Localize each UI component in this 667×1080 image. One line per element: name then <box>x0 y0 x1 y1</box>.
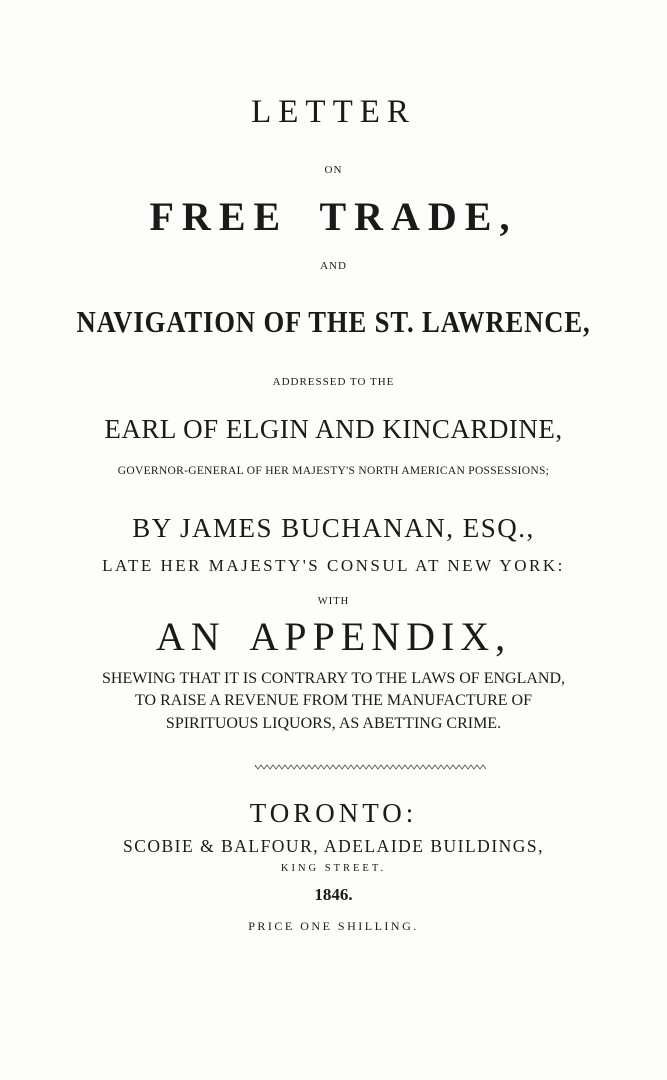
appendix-description-line-3: SPIRITUOUS LIQUORS, AS ABETTING CRIME. <box>165 715 502 732</box>
title-navigation: NAVIGATION OF THE ST. LAWRENCE, <box>76 304 591 339</box>
addressed-to: ADDRESSED TO THE <box>272 376 395 388</box>
title-free-trade: FREE TRADE, <box>149 194 518 239</box>
imprint-year: 1846. <box>314 885 353 904</box>
appendix-description-line-1: SHEWING THAT IT IS CONTRARY TO THE LAWS OF ENGLAND, <box>101 670 566 687</box>
appendix-description-line-2: TO RAISE A REVENUE FROM THE MANUFACTURE OF <box>135 692 532 709</box>
author-title: LATE HER MAJESTY'S CONSUL AT NEW YORK: <box>102 556 565 575</box>
appendix-heading: AN APPENDIX, <box>155 614 512 659</box>
imprint-publisher: SCOBIE & BALFOUR, ADELAIDE BUILDINGS, <box>122 836 545 856</box>
author-name: BY JAMES BUCHANAN, ESQ., <box>132 513 535 543</box>
title-on: ON <box>324 164 343 176</box>
imprint-price: PRICE ONE SHILLING. <box>248 919 419 933</box>
title-letter: LETTER <box>251 94 416 130</box>
addressee-name: EARL OF ELGIN AND KINCARDINE, <box>104 414 563 444</box>
decorative-wavy-rule <box>255 760 487 774</box>
title-and: AND <box>320 260 347 272</box>
with-label: WITH <box>317 596 350 607</box>
imprint-street: KING STREET. <box>280 863 387 874</box>
imprint-city: TORONTO: <box>249 798 418 828</box>
addressee-title: GOVERNOR-GENERAL OF HER MAJESTY'S NORTH AMERICAN POSSESSIONS; <box>117 465 550 477</box>
